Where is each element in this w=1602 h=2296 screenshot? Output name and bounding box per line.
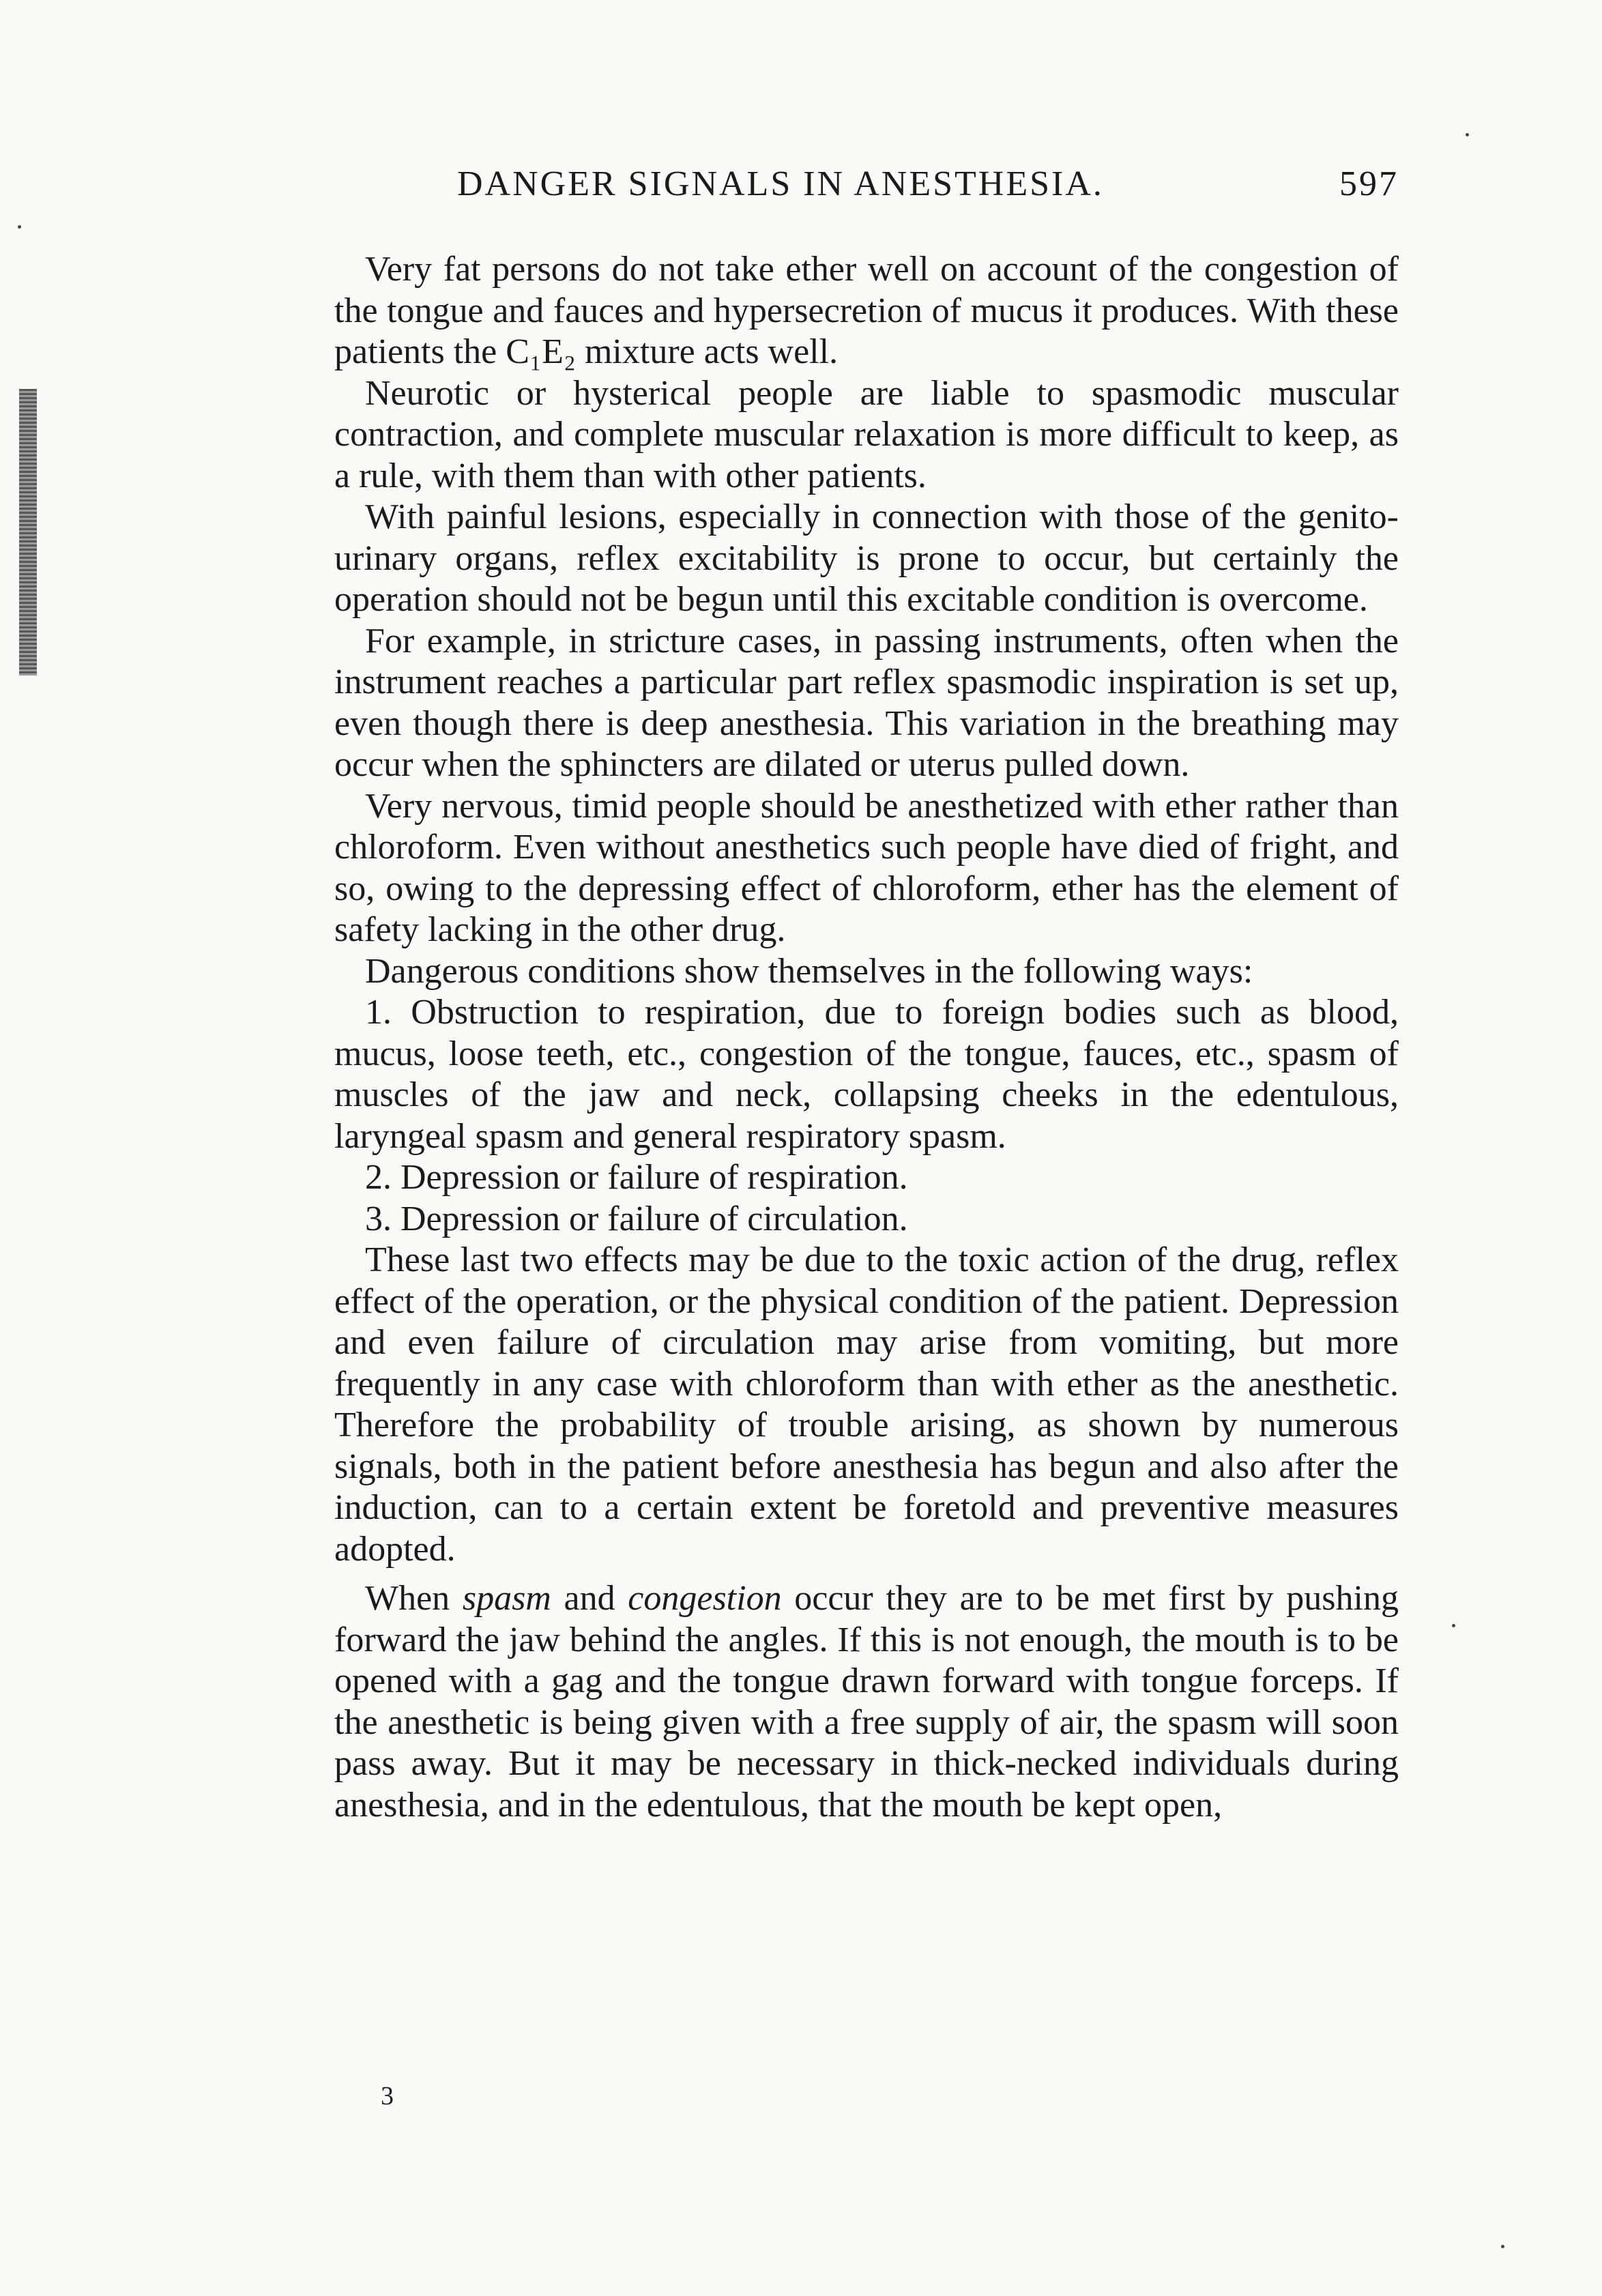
text-run: occur they are to be met first by pushing forward the jaw behind the angles. If this is not enough, the mouth is to be opened with a gag and the tongue drawn forward with tongue forceps. If the anesthetic is being given with a free supply of air, the spasm will soon pass away. But it may be necessary in thick-necked individuals during anesthesia, and in the edentulous, that the mouth be kept open, <box>334 1579 1399 1825</box>
list-item: 1. Obstruction to respiration, due to foreign bodies such as blood, mucus, loose teeth, etc., congestion of the tongue, fauces, etc., spasm of muscles of the jaw and neck, collapsing cheeks in the edentulous, laryngeal spasm and general respiratory spasm. <box>334 993 1399 1156</box>
text-run: When <box>365 1579 463 1618</box>
paragraph: Neurotic or hysterical people are liable to spasmodic muscular contraction, and complete muscular relaxation is more difficult to keep, as a rule, with them than with other patients. <box>334 373 1399 495</box>
scan-speck <box>1452 1624 1455 1627</box>
list-item: 2. Depression or failure of respiration. <box>365 1158 908 1197</box>
running-title: DANGER SIGNALS IN ANESTHESIA. <box>457 164 1104 203</box>
text-run: and <box>551 1579 628 1618</box>
scan-edge-artifact <box>19 389 37 675</box>
scan-speck <box>1501 2245 1504 2248</box>
paragraph: For example, in stricture cases, in passing instruments, often when the instrument reaches a particular part reflex spasmodic inspiration is set up, even though there is deep anesthesia. This variation in the breathing may occur when the sphincters are dilated or uterus pulled down. <box>334 621 1399 784</box>
scan-speck <box>18 225 21 229</box>
paragraph: These last two effects may be due to the toxic action of the drug, reflex effect of the operation, or the physical condition of the patient. Depression and even failure of circulation may arise from vomiting, but more frequently in any case with chloroform than with ether as the anesthetic. Therefore the probability of trouble arising, as shown by numerous signals, both in the patient before anesthesia has begun and also after the induction, can to a certain extent be foretold and preventive measures adopted. <box>334 1240 1399 1569</box>
page-number: 597 <box>1339 164 1399 203</box>
paragraph: With painful lesions, especially in connection with those of the genito-urinary organs, reflex excitability is prone to occur, but certainly the operation should not be begun until this excitable condition is overcome. <box>334 497 1399 619</box>
body-text <box>334 249 1399 1826</box>
paragraph: Very fat persons do not take ether well on account of the congestion of the tongue and fauces and hypersecretion of mucus it produces. With these patients the C₁E₂ mixture acts well. <box>334 250 1399 371</box>
paragraph: Dangerous conditions show themselves in the following ways: <box>365 951 1253 991</box>
list-item: 3. Depression or failure of circulation. <box>365 1199 908 1238</box>
emphasis-spasm: spasm <box>462 1579 551 1618</box>
paragraph: Very nervous, timid people should be anesthetized with ether rather than chloroform. Even without anesthetics such people have died of fright, and so, owing to the depressing effect of chloroform, ether has the element of safety lacking in the other drug. <box>334 786 1399 949</box>
scan-speck <box>1466 133 1469 136</box>
signature-mark: 3 <box>381 2082 394 2110</box>
emphasis-congestion: congestion <box>628 1579 782 1618</box>
running-header <box>430 164 1412 218</box>
paragraph-spasm-congestion <box>334 1578 1399 1826</box>
